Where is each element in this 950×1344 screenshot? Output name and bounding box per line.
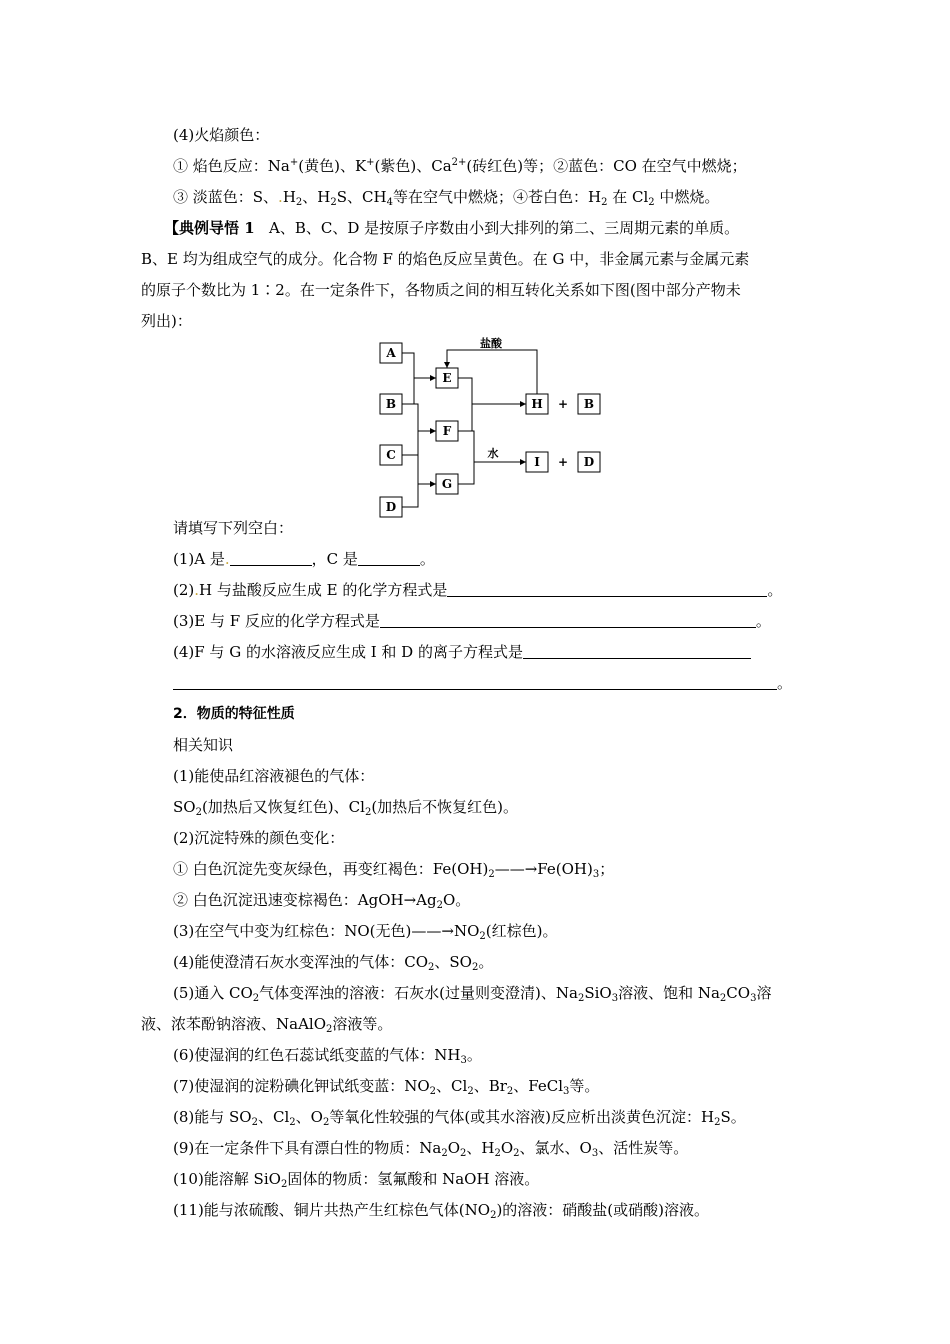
flame-line-1: ① 焰色反应：Na+(黄色)、K+(紫色)、$Ca^{2+}$(砖红色)等；②蓝色：CO 在空气中燃烧； — [173, 157, 747, 175]
plus-2: + — [557, 455, 569, 469]
blank-1c[interactable] — [358, 550, 420, 566]
example-tag: 【典例导悟 1 — [164, 219, 255, 237]
blank-2[interactable] — [447, 581, 767, 597]
item-5: (5)通入 $CO_2$气体变浑浊的溶液：石灰水(过量则变澄清)、$Na_2SiO_3$溶液、饱和 $Na_2CO_3$溶 — [173, 984, 772, 1004]
label-i: I — [534, 455, 540, 469]
example-line-1: 【典例导悟 1 A、B、C、D 是按原子序数由小到大排列的第二、三周期元素的单质。 — [164, 219, 740, 237]
item-1: (1)能使品红溶液褪色的气体： — [173, 767, 375, 785]
label-f: F — [442, 424, 452, 438]
label-c: C — [386, 448, 396, 462]
label-b2: B — [583, 397, 595, 411]
label-e: E — [442, 371, 452, 385]
label-d: D — [385, 500, 397, 514]
question-1: (1)A 是. ，C 是 。 — [173, 550, 435, 568]
question-4-cont: 。 — [173, 673, 792, 693]
flame-line-2: ③ 淡蓝色：S、$.H_2$、$H_2S$、$CH_4$等在空气中燃烧；④苍白色：$H_2$ 在 $Cl_2$ 中燃烧。 — [173, 188, 720, 208]
label-a: A — [386, 346, 396, 360]
item-4: (4)能使澄清石灰水变浑浊的气体：$CO_2$、$SO_2$。 — [173, 953, 494, 973]
section-2-title: 2．物质的特征性质 — [173, 706, 295, 722]
label-hcl: 盐酸 — [480, 337, 502, 350]
label-water: 水 — [487, 447, 499, 460]
item-11: (11)能与浓硫酸、铜片共热产生红棕色气体$(NO_2)$的溶液：硝酸盐(或硝酸)溶液。 — [173, 1201, 710, 1221]
question-2: (2).H 与盐酸反应生成 E 的化学方程式是 。 — [173, 581, 783, 599]
label-h: H — [531, 397, 543, 411]
item-3: (3)在空气中变为红棕色：NO(无色)$——\to NO_2$(红棕色)。 — [173, 922, 558, 942]
question-3: (3)E 与 F 反应的化学方程式是 。 — [173, 612, 771, 630]
label-g: G — [441, 477, 453, 491]
item-2a: ① 白色沉淀先变灰绿色，再变红褐色：$Fe(OH)_2——\to Fe(OH)_3$； — [173, 860, 615, 880]
item-9: (9)在一定条件下具有漂白性的物质：$Na_2O_2$、$H_2O_2$、氯水、$O_3$、活性炭等。 — [173, 1139, 689, 1159]
item-1b: $SO_2$(加热后又恢复红色)、$Cl_2$(加热后不恢复红色)。 — [173, 798, 519, 818]
label-b: B — [385, 397, 397, 411]
item-8: (8)能与 $SO_2$、$Cl_2$、$O_2$等氧化性较强的气体(或其水溶液)反应析出淡黄色沉淀：$H_2S$。 — [173, 1108, 746, 1128]
item-5b: 液、浓苯酚钠溶液、NaAlO$_2$溶液等。 — [141, 1015, 393, 1035]
example-line-4: 列出)： — [141, 312, 192, 330]
blank-4a[interactable] — [523, 643, 751, 659]
blank-3[interactable] — [380, 612, 756, 628]
flame-heading: (4)火焰颜色： — [173, 126, 270, 144]
conversion-diagram — [370, 335, 610, 520]
item-7: (7)使湿润的淀粉碘化钾试纸变蓝：$NO_2$、$Cl_2$、$Br_2$、FeCl$_3$等。 — [173, 1077, 600, 1097]
blank-4b[interactable] — [173, 674, 777, 690]
question-prompt: 请填写下列空白： — [173, 519, 294, 537]
related-knowledge: 相关知识 — [173, 736, 234, 754]
label-d2: D — [583, 455, 595, 469]
item-2b: ② 白色沉淀迅速变棕褐色：$AgOH\to Ag_2O$。 — [173, 891, 471, 911]
example-line-2: B、E 均为组成空气的成分。化合物 F 的焰色反应呈黄色。在 G 中，非金属元素与金属元素 — [141, 250, 750, 268]
item-10: (10)能溶解 SiO$_2$固体的物质：氢氟酸和 NaOH 溶液。 — [173, 1170, 540, 1190]
example-line-3: 的原子个数比为 1∶2。在一定条件下，各物质之间的相互转化关系如下图(图中部分产物未 — [141, 281, 741, 299]
item-6: (6)使湿润的红色石蕊试纸变蓝的气体：$NH_3$。 — [173, 1046, 482, 1066]
blank-1a[interactable] — [230, 550, 312, 566]
item-2: (2)沉淀特殊的颜色变化： — [173, 829, 345, 847]
question-4: (4)F 与 G 的水溶液反应生成 I 和 D 的离子方程式是 — [173, 642, 751, 662]
plus-1: + — [557, 397, 569, 411]
